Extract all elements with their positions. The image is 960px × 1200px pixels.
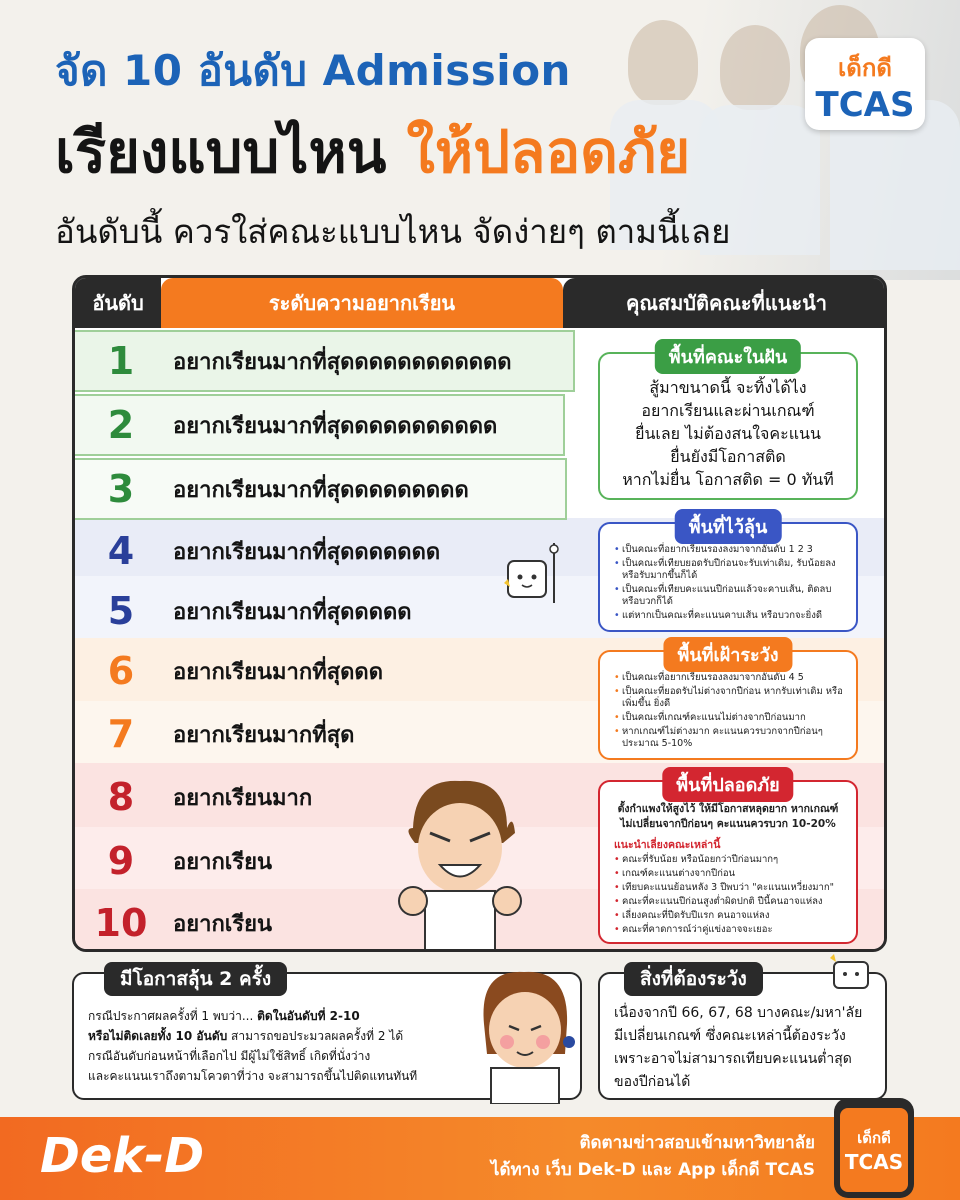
card-item: • เป็นคณะที่เทียบยอดรับปีก่อนจะรับเท่าเดิม, รับน้อยลง หรือรับมากขึ้นก็ได้ — [614, 558, 848, 582]
header-desire: ระดับความอยากเรียน — [161, 278, 563, 328]
app-phone-icon[interactable] — [834, 1098, 914, 1198]
dekd-logo[interactable]: Dek-D — [40, 1128, 205, 1184]
footer-follow-text — [491, 1130, 815, 1184]
card-item: • เป็นคณะที่อยากเรียนรองลงมาจากอันดับ 4 5 — [614, 672, 848, 684]
rank-number: 10 — [94, 901, 148, 945]
footer-line: ได้ทาง เว็บ Dek-D และ App เด็กดี TCAS — [490, 1160, 815, 1180]
box-tag: มีโอกาสลุ้น 2 ครั้ง — [104, 962, 287, 996]
box-line — [88, 1026, 460, 1046]
header-qualification: คุณสมบัติคณะที่แนะนำ — [563, 278, 887, 328]
card-item: • เกณฑ์คะแนนต่างจากปีก่อน — [614, 868, 848, 880]
student-photo — [628, 20, 698, 105]
caution-box — [598, 968, 887, 1100]
rank-row-4 — [75, 520, 440, 582]
card-item: • เลี่ยงคณะที่ปีดรับปีแรก คนอาจแห่ลง — [614, 910, 848, 922]
rank-desire-text: อยากเรียนมากที่สุด — [173, 722, 355, 748]
rank-number: 2 — [107, 403, 135, 447]
card-line: อยากเรียนและผ่านเกณฑ์ — [641, 401, 815, 420]
ranking-table — [72, 275, 887, 952]
card-line: ยื่นยังมีโอกาสติด — [670, 447, 786, 466]
app-label-top: เด็กดี — [857, 1129, 891, 1147]
rank-number: 5 — [107, 589, 135, 633]
subtitle: อันดับนี้ ควรใส่คณะแบบไหน จัดง่ายๆ ตามนี้เลย — [55, 212, 731, 251]
rank-row-1 — [75, 330, 512, 392]
card-tag: พื้นที่คณะในฝัน — [655, 339, 801, 374]
rank-row-8 — [75, 766, 312, 828]
box-emphasis: หรือไม่ติดเลยทั้ง 10 อันดับ — [88, 1029, 228, 1043]
box-line — [88, 1006, 460, 1026]
cartoon-girl-illustration — [469, 964, 579, 1104]
rank-desire-text: อยากเรียนมากที่สุดดดดดดดดดดด — [173, 413, 498, 439]
box-line: กรณีอันดับก่อนหน้าที่เลือกไป มีผู้ไม่ใช้สิทธิ์ เกิดที่นั่งว่าง — [88, 1049, 371, 1063]
dekd-tcas-logo — [805, 38, 925, 130]
app-label-bottom: TCAS — [844, 1150, 904, 1174]
card-item: • หากเกณฑ์ไม่ต่างมาก คะแนนควรบวกจากปีก่อนๆ ประมาณ 5-10% — [614, 726, 848, 750]
rank-desire-text: อยากเรียนมากที่สุดดด — [173, 659, 384, 685]
card-line: หากไม่ยื่น โอกาสติด = 0 ทันที — [622, 470, 834, 489]
title-line-1: จัด 10 อันดับ Admission — [55, 46, 571, 95]
box-text: กรณีประกาศผลครั้งที่ 1 พบว่า... — [88, 1009, 258, 1023]
rank-desire-text: อยากเรียนมากที่สุดดดดดดดดด — [173, 477, 469, 503]
rank-row-6 — [75, 640, 383, 702]
rank-number: 3 — [107, 467, 135, 511]
card-tag: พื้นที่ปลอดภัย — [662, 767, 793, 802]
card-dream-zone — [598, 347, 858, 500]
header-rank: อันดับ — [75, 278, 161, 328]
title-line-2-part-a: เรียงแบบไหน — [55, 118, 407, 186]
rank-row-3 — [75, 458, 469, 520]
card-item: • คณะที่คะแนนปีก่อนสูงต่ำผิดปกติ ปีนี้คนอาจแห่ลง — [614, 896, 848, 908]
rank-row-2 — [75, 394, 497, 456]
rank-desire-text: อยากเรียนมาก — [173, 785, 313, 811]
card-line: สู้มาขนาดนี้ จะทิ้งได้ไง — [649, 378, 807, 397]
card-safe-zone — [598, 775, 858, 944]
box-emphasis: ติดในอันดับที่ 2-10 — [257, 1009, 360, 1023]
card-item: • เทียบคะแนนย้อนหลัง 3 ปีพบว่า "คะแนนเหวี่ยงมาก" — [614, 882, 848, 894]
title-line-2 — [55, 105, 690, 198]
box-line: และคะแนนเราถึงตามโควตาที่ว่าง จะสามารถขึ้นไปติดแทนทันที — [88, 1069, 418, 1083]
card-item: • คณะที่รับน้อย หรือน้อยกว่าปีก่อนมากๆ — [614, 854, 848, 866]
student-photo — [720, 25, 790, 110]
rank-number: 8 — [107, 775, 135, 819]
rank-row-5 — [75, 580, 412, 642]
second-chance-box — [72, 968, 582, 1100]
card-intro-line: ตั้งกำแพงให้สูงไว้ ให้มีโอกาสหลุดยาก หากเกณฑ์ — [617, 803, 839, 815]
mascot-icon — [828, 952, 876, 992]
card-watch-zone — [598, 645, 858, 760]
title-highlight: ให้ปลอดภัย — [406, 118, 691, 186]
box-text: สามารถขอประมวลผลครั้งที่ 2 ได้ — [227, 1029, 404, 1043]
card-hope-zone — [598, 517, 858, 632]
rank-desire-text: อยากเรียนมากที่สุดดดดดดด — [173, 539, 441, 565]
logo-text-bottom: TCAS — [815, 85, 915, 125]
box-line: เพราะอาจไม่สามารถเทียบคะแนนต่ำสุด — [614, 1051, 852, 1067]
card-tag: พื้นที่ไว้ลุ้น — [675, 509, 782, 544]
card-item: • เป็นคณะที่เกณฑ์คะแนนไม่ต่างจากปีก่อนมาก — [614, 712, 848, 724]
card-item: • เป็นคณะที่เทียบคะแนนปีก่อนแล้วจะคาบเส้น, ติดลบ หรือบวกก็ได้ — [614, 584, 848, 608]
box-line: มีเปลี่ยนเกณฑ์ ซึ่งคณะเหล่านี้ต้องระวัง — [614, 1028, 846, 1044]
logo-text-top: เด็กดี — [838, 54, 892, 82]
rank-desire-text: อยากเรียน — [173, 911, 273, 937]
rank-number: 1 — [107, 339, 135, 383]
footer-line: ติดตามข่าวสอบเข้ามหาวิทยาลัย — [579, 1133, 815, 1153]
rank-number: 9 — [107, 839, 135, 883]
box-line: เนื่องจากปี 66, 67, 68 บางคณะ/มหา'ลัย — [614, 1005, 863, 1021]
rank-number: 7 — [107, 712, 135, 756]
card-line: ยื่นเลย ไม่ต้องสนใจคะแนน — [635, 424, 821, 443]
card-item: • คณะที่คาดการณ์ว่าคู่แข่งอาจจะเยอะ — [614, 924, 848, 936]
card-subheading: แนะนำเลี่ยงคณะเหล่านี้ — [614, 839, 721, 851]
rank-number: 4 — [107, 529, 135, 573]
app-screen — [840, 1108, 908, 1192]
cartoon-boy-illustration — [395, 773, 525, 952]
rank-number: 6 — [107, 649, 135, 693]
card-tag: พื้นที่เฝ้าระวัง — [663, 637, 792, 672]
card-item: • เป็นคณะที่อยากเรียนรองลงมาจากอันดับ 1 2 3 — [614, 544, 848, 556]
card-item: • เป็นคณะที่ยอดรับไม่ต่างจากปีก่อน หากรับเท่าเดิม หรือเพิ่มขึ้น ยิ่งดี — [614, 686, 848, 710]
mascot-icon — [500, 543, 560, 613]
box-tag: สิ่งที่ต้องระวัง — [624, 962, 763, 996]
rank-desire-text: อยากเรียนมากที่สุดดดดดดดดดดดด — [173, 349, 512, 375]
rank-desire-text: อยากเรียนมากที่สุดดดดด — [173, 599, 412, 625]
box-line: ของปีก่อนได้ — [614, 1074, 691, 1090]
card-item: • แต่หากเป็นคณะที่คะแนนคาบเส้น หรือบวกจะยิ่งดี — [614, 610, 848, 622]
rank-row-10 — [75, 892, 272, 952]
rank-desire-text: อยากเรียน — [173, 849, 273, 875]
rank-row-7 — [75, 703, 354, 765]
rank-row-9 — [75, 830, 272, 892]
card-intro-line: ไม่เปลี่ยนจากปีก่อนๆ คะแนนควรบวก 10-20% — [620, 818, 836, 830]
